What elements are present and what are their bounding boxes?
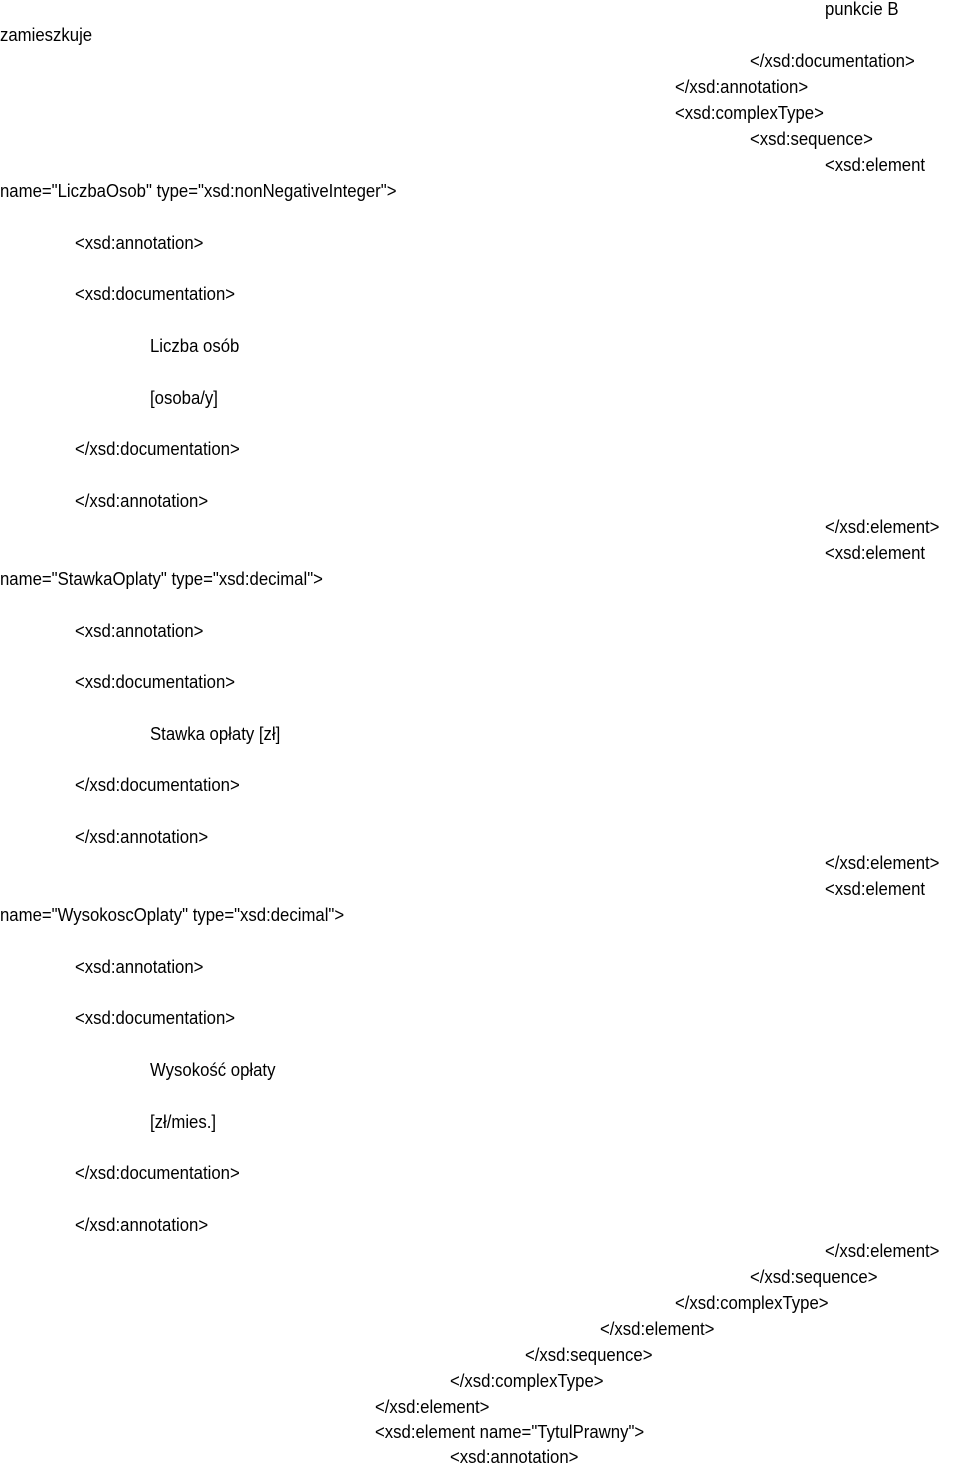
text-line: Stawka opłaty [zł] xyxy=(150,724,281,744)
text-line: </xsd:documentation> xyxy=(750,51,915,71)
text-line: <xsd:annotation> xyxy=(450,1447,579,1467)
text-line: <xsd:annotation> xyxy=(75,233,204,253)
text-line: Liczba osób xyxy=(150,336,240,356)
text-line: name="LiczbaOsob" type="xsd:nonNegativeInteger"> xyxy=(0,181,397,201)
text-line: </xsd:element> xyxy=(825,853,940,873)
text-line: <xsd:element xyxy=(825,155,926,175)
text-line: </xsd:element> xyxy=(600,1319,715,1339)
text-line: </xsd:complexType> xyxy=(450,1371,604,1391)
text-line: </xsd:documentation> xyxy=(75,775,240,795)
text-line: </xsd:annotation> xyxy=(75,491,209,511)
text-line: <xsd:annotation> xyxy=(75,621,204,641)
text-line: </xsd:documentation> xyxy=(75,439,240,459)
text-line: <xsd:element name="TytulPrawny"> xyxy=(375,1422,645,1442)
text-line: <xsd:complexType> xyxy=(675,103,824,123)
text-line: </xsd:sequence> xyxy=(750,1267,878,1287)
text-line: <xsd:annotation> xyxy=(75,957,204,977)
text-line: name="StawkaOplaty" type="xsd:decimal"> xyxy=(0,569,323,589)
text-line: punkcie B xyxy=(825,0,899,19)
text-line: Wysokość opłaty xyxy=(150,1060,276,1080)
text-line: </xsd:documentation> xyxy=(75,1163,240,1183)
text-line: <xsd:element xyxy=(825,543,926,563)
text-line: </xsd:element> xyxy=(375,1397,490,1417)
text-line: <xsd:documentation> xyxy=(75,284,236,304)
text-line: <xsd:sequence> xyxy=(750,129,873,149)
text-line: <xsd:documentation> xyxy=(75,1008,236,1028)
text-line: </xsd:annotation> xyxy=(675,77,809,97)
text-line: </xsd:sequence> xyxy=(525,1345,653,1365)
text-line: [osoba/y] xyxy=(150,388,218,408)
text-line: </xsd:annotation> xyxy=(75,1215,209,1235)
text-line: </xsd:element> xyxy=(825,1241,940,1261)
text-line: <xsd:documentation> xyxy=(75,672,236,692)
text-line: <xsd:element xyxy=(825,879,926,899)
text-line: </xsd:complexType> xyxy=(675,1293,829,1313)
text-line: name="WysokoscOplaty" type="xsd:decimal"> xyxy=(0,905,345,925)
text-line: [zł/mies.] xyxy=(150,1112,217,1132)
text-line: </xsd:annotation> xyxy=(75,827,209,847)
text-line: zamieszkuje xyxy=(0,25,93,45)
text-line: </xsd:element> xyxy=(825,517,940,537)
